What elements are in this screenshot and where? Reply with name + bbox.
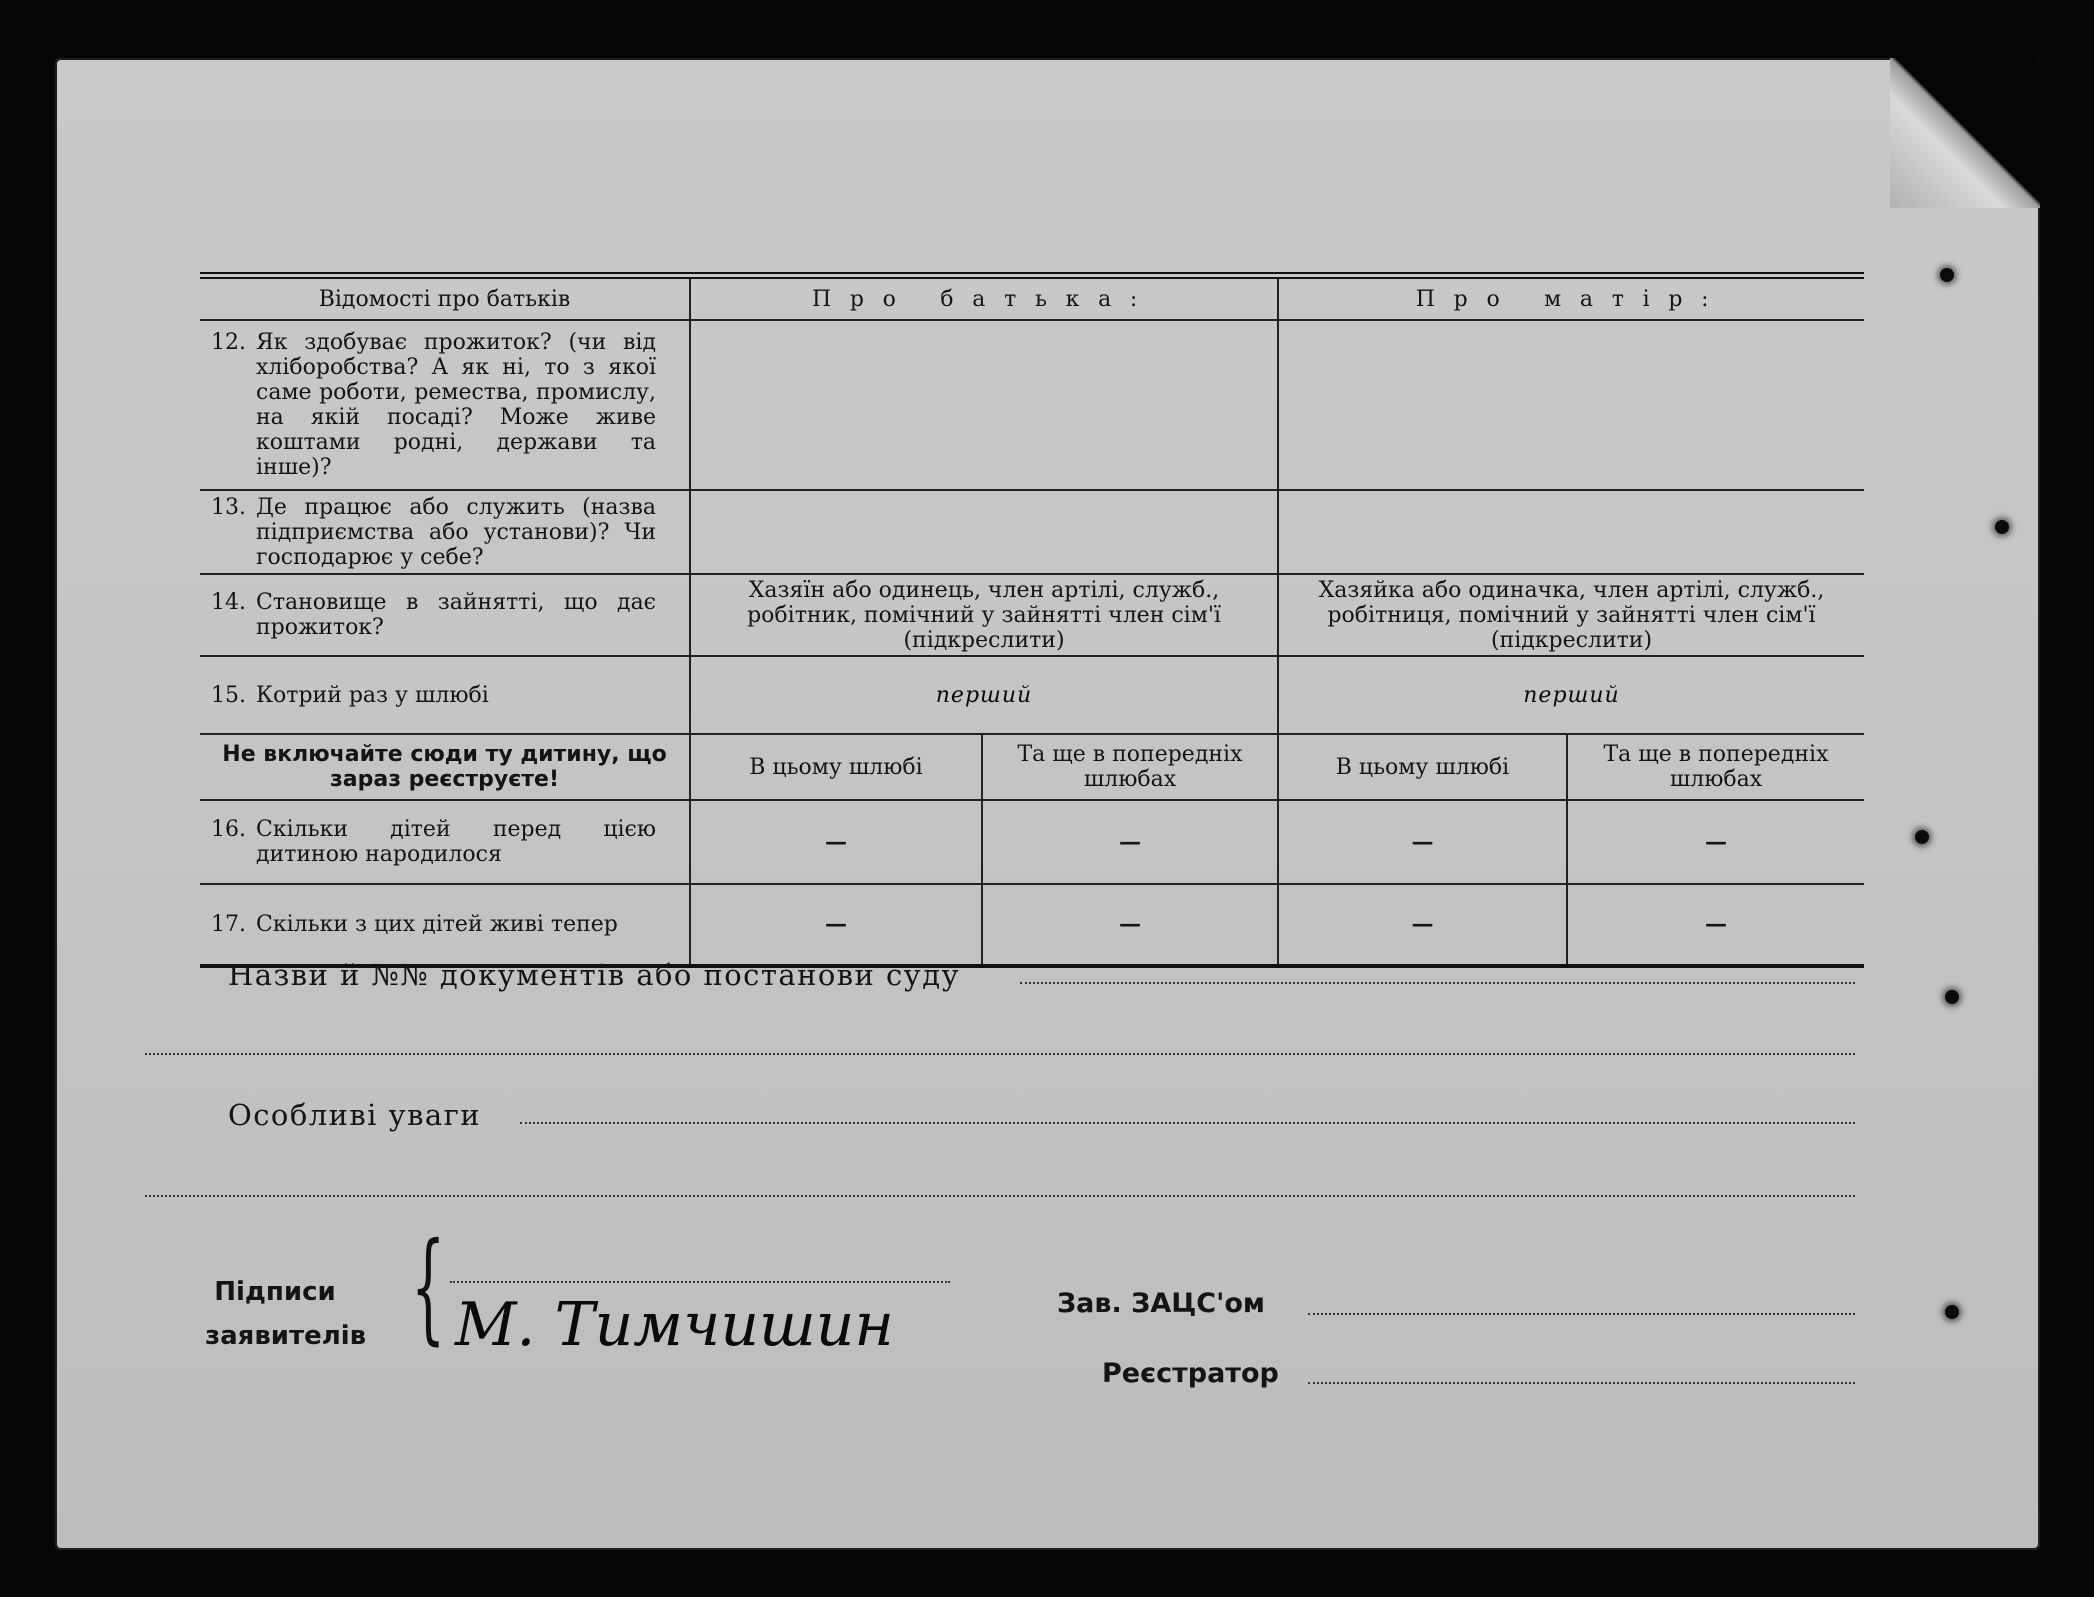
q14-father-options: Хазяїн або одинець, член артілі, служб., робітник, помічний у зайнятті член сім'ї (підкреслити): [690, 574, 1278, 656]
q16-value-3: —: [1278, 800, 1567, 884]
q17-value-4: —: [1567, 884, 1864, 966]
q14-mother-options: Хазяйка або одиначка, член артілі, служб., робітниця, помічний у зайнятті член сім'ї (підкреслити): [1278, 574, 1864, 656]
mother-previous-header: Та ще в попередніх шлюбах: [1567, 734, 1864, 800]
q13-father-value: [690, 490, 1278, 574]
q16-number: 16.: [211, 817, 246, 842]
applicant-signature: М. Тимчишин: [455, 1290, 894, 1360]
q16-value-4: —: [1567, 800, 1864, 884]
table-row-q17: [200, 884, 1864, 966]
notes-field-line-2[interactable]: [145, 1195, 1855, 1197]
folded-corner: [1890, 58, 2040, 208]
mother-in-marriage-header: В цьому шлюбі: [1278, 734, 1567, 800]
head-of-registry-signature-line[interactable]: [1308, 1313, 1855, 1315]
q17-number: 17.: [211, 912, 246, 937]
table-row-q14: [200, 574, 1864, 656]
q13-number: 13.: [211, 494, 246, 520]
punch-hole: [1940, 268, 1954, 282]
q16-value-2: —: [982, 800, 1278, 884]
head-of-registry-label: Зав. ЗАЦС'ом: [1057, 1288, 1265, 1319]
q15-number: 15.: [211, 682, 246, 708]
q13-text: Де працює або служить (назва підприємства або установи)? Чи господарює у себе?: [256, 494, 656, 570]
notes-field[interactable]: [520, 1122, 1855, 1124]
q16-value-1: —: [690, 800, 982, 884]
note-exclude-child: Не включайте сюди ту дитину, що зараз реєструєте!: [200, 734, 690, 800]
table-row-q16: [200, 800, 1864, 884]
q12-text: Як здобуває прожиток? (чи від хліборобства? А як ні, то з якої саме роботи, ремества, промислу, на якій посаді? Може живе коштами родні, держави та інше)?: [256, 330, 656, 480]
q16-text: Скільки дітей перед цією дитиною народилося: [256, 817, 656, 867]
punch-hole: [1915, 830, 1929, 844]
table-row-q15: [200, 656, 1864, 734]
q17-text: Скільки з цих дітей живі тепер: [256, 912, 618, 937]
brace-symbol: {: [410, 1218, 446, 1357]
header-mother: Про матір:: [1278, 276, 1864, 321]
father-in-marriage-header: В цьому шлюбі: [690, 734, 982, 800]
table-row-q12: [200, 320, 1864, 490]
q14-text: Становище в зайнятті, що дає прожиток?: [256, 590, 656, 640]
q14-number: 14.: [211, 590, 246, 615]
q12-mother-value: [1278, 320, 1864, 490]
q12-father-value: [690, 320, 1278, 490]
documents-field[interactable]: [1020, 982, 1855, 984]
table-row-q13: [200, 490, 1864, 574]
punch-hole: [1995, 520, 2009, 534]
q15-text: Котрий раз у шлюбі: [256, 682, 489, 708]
table-header-row: [200, 276, 1864, 321]
header-parents-info: Відомості про батьків: [200, 276, 690, 321]
applicants-signature-label: Підписи заявителів: [205, 1277, 367, 1351]
documents-label: Назви й №№ документів або постанови суду: [228, 958, 961, 992]
registrar-signature-line[interactable]: [1308, 1382, 1855, 1384]
parents-info-table: [200, 272, 1864, 968]
applicant-signature-line[interactable]: [450, 1281, 950, 1283]
header-father: Про батька:: [690, 276, 1278, 321]
registrar-label: Реєстратор: [1102, 1358, 1279, 1389]
punch-hole: [1945, 990, 1959, 1004]
documents-field-line-2[interactable]: [145, 1053, 1855, 1055]
q13-mother-value: [1278, 490, 1864, 574]
notes-label: Особливі уваги: [228, 1098, 482, 1132]
q15-mother-handwritten: перший: [1278, 656, 1864, 734]
father-previous-header: Та ще в попередніх шлюбах: [982, 734, 1278, 800]
table-row-note: [200, 734, 1864, 800]
q17-value-1: —: [690, 884, 982, 966]
punch-hole: [1945, 1305, 1959, 1319]
q15-father-handwritten: перший: [690, 656, 1278, 734]
q17-value-2: —: [982, 884, 1278, 966]
q17-value-3: —: [1278, 884, 1567, 966]
form-sheet: [55, 58, 2040, 1550]
q12-number: 12.: [211, 330, 246, 355]
